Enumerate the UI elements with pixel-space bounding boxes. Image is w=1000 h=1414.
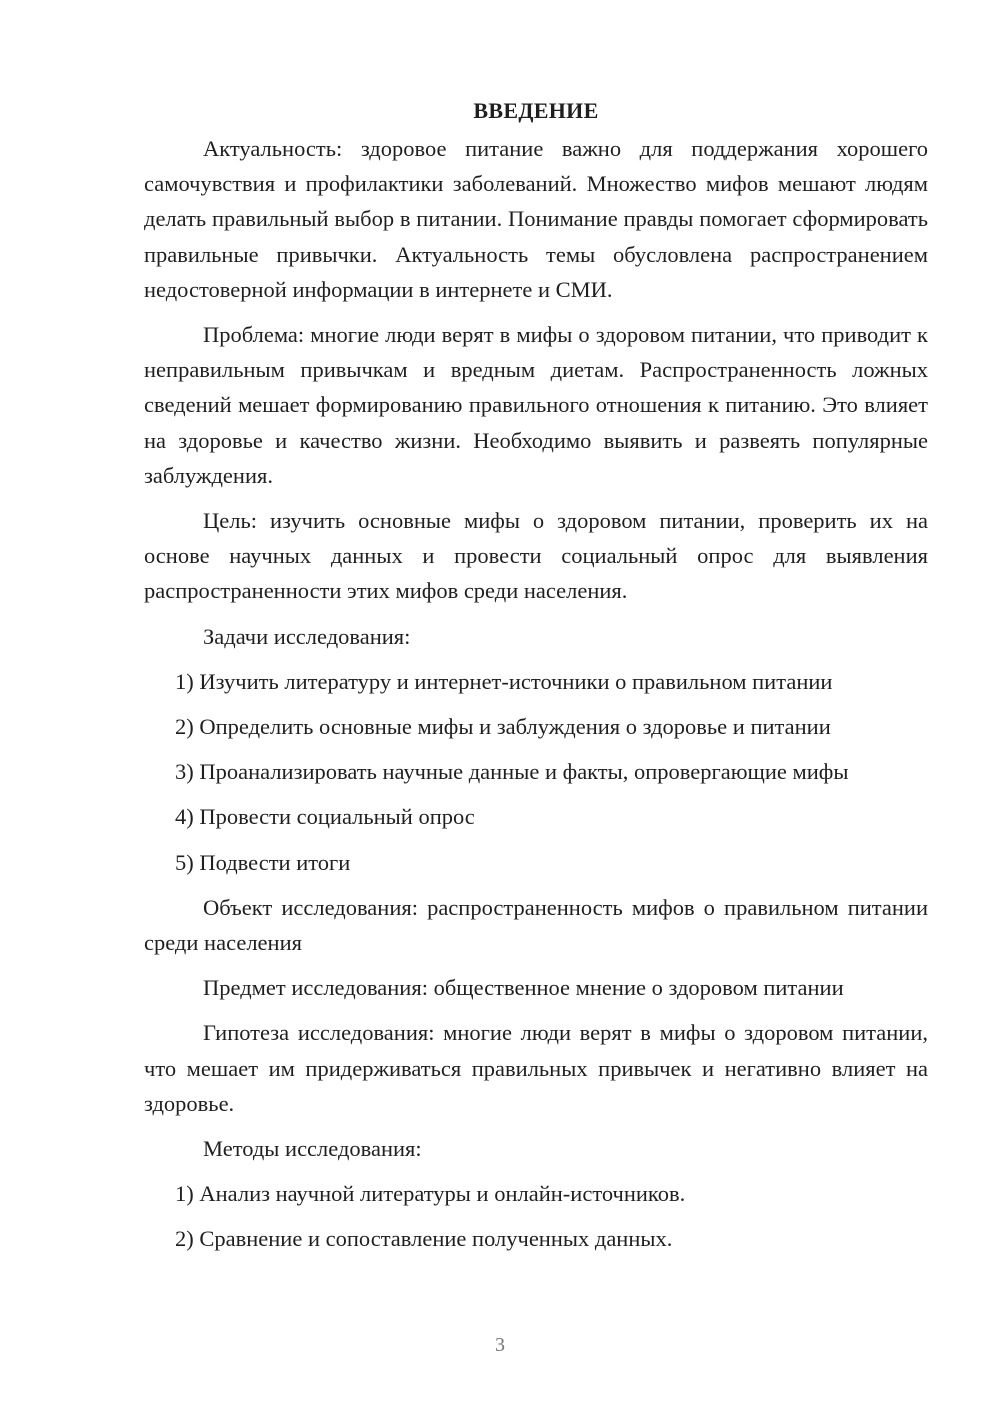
object-paragraph: Объект исследования: распространенность мифов о правильном питании среди населения: [144, 894, 928, 956]
methods-title: Методы исследования:: [203, 1136, 422, 1162]
problem-paragraph: Проблема: многие люди верят в мифы о здоровом питании, что приводит к неправильным привычкам и вредным диетам. Распространенность ложных сведений мешает формированию правильного отношения к питанию. Это влияет на здоровье и качество жизни. Необходимо выявить и развеять популярные заблуждения.: [144, 322, 928, 488]
task-item: 5) Подвести итоги: [175, 849, 351, 875]
goal-paragraph: Цель: изучить основные мифы о здоровом питании, проверить их на основе научных данных и провести социальный опрос для выявления распространенности этих мифов среди населения.: [144, 508, 928, 604]
hypothesis-paragraph: Гипотеза исследования: многие люди верят в мифы о здоровом питании, что мешает им придерживаться правильных привычек и негативно влияет на здоровье.: [144, 1020, 928, 1116]
task-item: 3) Проанализировать научные данные и факты, опровергающие мифы: [175, 759, 849, 785]
section-heading: ВВЕДЕНИЕ: [473, 98, 599, 123]
task-item: 4) Провести социальный опрос: [175, 804, 475, 830]
method-item: 1) Анализ научной литературы и онлайн-источников.: [175, 1181, 686, 1207]
relevance-paragraph: Актуальность: здоровое питание важно для поддержания хорошего самочувствия и профилактики заболеваний. Множество мифов мешают людям делать правильный выбор в питании. Понимание правды помогает сформировать правильные привычки. Актуальность темы обусловлена распространением недостоверной информации в интернете и СМИ.: [144, 136, 928, 302]
page-number: 3: [495, 1334, 505, 1356]
task-item: 1) Изучить литературу и интернет-источники о правильном питании: [175, 668, 833, 694]
tasks-title: Задачи исследования:: [203, 623, 411, 649]
page-content: [144, 95, 928, 1267]
task-item: 2) Определить основные мифы и заблуждения о здоровье и питании: [175, 714, 831, 740]
subject-paragraph: Предмет исследования: общественное мнение о здоровом питании: [203, 975, 844, 1001]
method-item: 2) Сравнение и сопоставление полученных данных.: [175, 1226, 673, 1252]
